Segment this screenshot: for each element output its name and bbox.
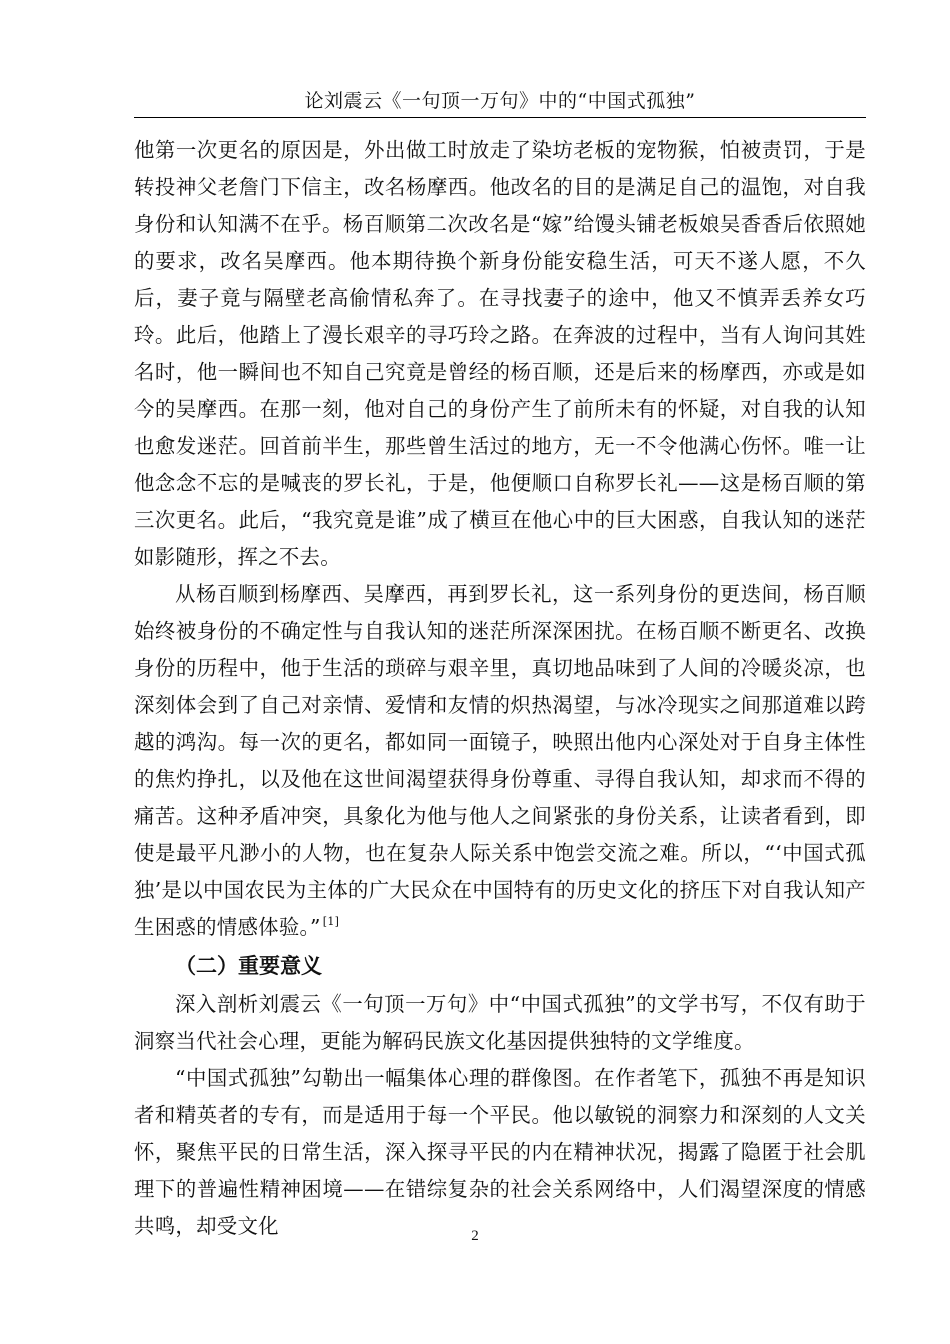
section-heading: （二）重要意义 [175,954,322,978]
paragraph-identity-analysis [134,576,866,946]
paragraph-collective-portrait: “中国式孤独”勾勒出一幅集体心理的群像图。在作者笔下，孤独不再是知识者和精英者的专有，而是适用于每一个平民。他以敏锐的洞察力和深刻的人文关怀，聚焦平民的日常生活，深入探寻平民的内在精神状况，揭露了隐匿于社会肌理下的普遍性精神困境——在错综复杂的社会关系网络中，人们渴望深度的情感共鸣，却受文化 [134,1066,866,1238]
citation-marker: [1] [322,915,340,928]
paragraph-text: 从杨百顺到杨摩西、吴摩西，再到罗长礼，这一系列身份的更迭间，杨百顺始终被身份的不确定性与自我认知的迷茫所深深困扰。在杨百顺不断更名、改换身份的历程中，他于生活的琐碎与艰辛里，真切地品味到了人间的冷暖炎凉，也深刻体会到了自己对亲情、爱情和友情的炽热渴望，与冰冷现实之间那道难以跨越的鸿沟。每一次的更名，都如同一面镜子，映照出他内心深处对于自身主体性的焦灼挣扎，以及他在这世间渴望获得身份尊重、寻得自我认知，却求而不得的痛苦。这种矛盾冲突，具象化为他与他人之间紧张的身份关系，让读者看到，即使是最平凡渺小的人物，也在复杂人际关系中饱尝交流之难。所以，“‘中国式孤独’是以中国农民为主体的广大民众在中国特有的历史文化的挤压下对自我认知产生困惑的情感体验。” [134,582,866,939]
paragraph-significance-intro: 深入剖析刘震云《一句顶一万句》中“中国式孤独”的文学书写，不仅有助于洞察当代社会心理，更能为解码民族文化基因提供独特的文学维度。 [134,992,866,1053]
page-number: 2 [471,1228,479,1244]
paragraph-continued: 他第一次更名的原因是，外出做工时放走了染坊老板的宠物猴，怕被责罚，于是转投神父老詹门下信主，改名杨摩西。他改名的目的是满足自己的温饱，对自我身份和认知满不在乎。杨百顺第二次改名是“嫁”给馒头铺老板娘吴香香后依照她的要求，改名吴摩西。他本期待换个新身份能安稳生活，可天不遂人愿，不久后，妻子竟与隔壁老高偷情私奔了。在寻找妻子的途中，他又不慎弄丢养女巧玲。此后，他踏上了漫长艰辛的寻巧玲之路。在奔波的过程中，当有人询问其姓名时，他一瞬间也不知自己究竟是曾经的杨百顺，还是后来的杨摩西，亦或是如今的吴摩西。在那一刻，他对自己的身份产生了前所未有的怀疑，对自我的认知也愈发迷茫。回首前半生，那些曾生活过的地方，无一不令他满心伤怀。唯一让他念念不忘的是喊丧的罗长礼，于是，他便顺口自称罗长礼——这是杨百顺的第三次更名。此后，“我究竟是谁”成了横亘在他心中的巨大困惑，自我认知的迷茫如影随形，挥之不去。 [134,138,866,569]
running-header: 论刘震云《一句顶一万句》中的“中国式孤独” [304,90,696,112]
header-rule [134,117,866,118]
body-text [134,132,866,1245]
